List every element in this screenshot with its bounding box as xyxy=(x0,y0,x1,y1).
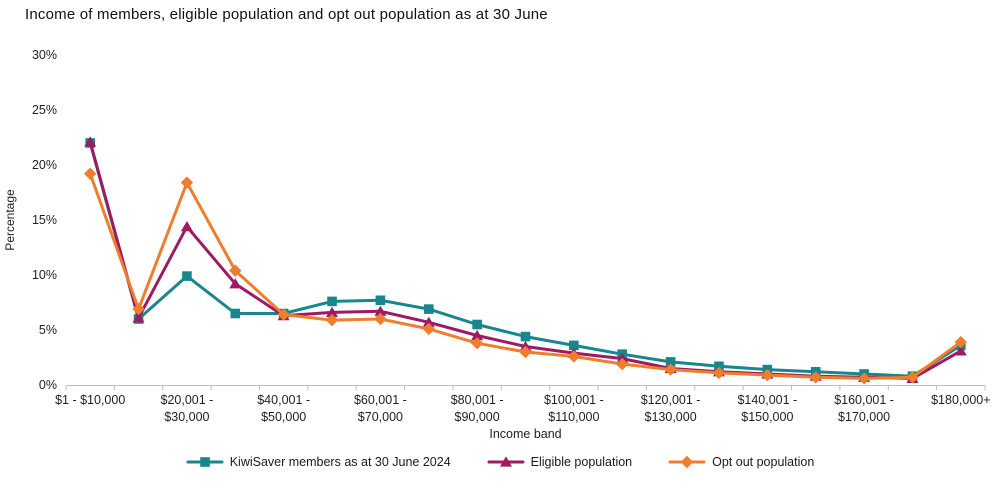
svg-text:$180,000+: $180,000+ xyxy=(931,393,991,407)
svg-text:0%: 0% xyxy=(38,378,57,392)
svg-text:$120,001 -$130,000: $120,001 -$130,000 xyxy=(640,393,701,424)
svg-text:$140,001 -$150,000: $140,001 -$150,000 xyxy=(737,393,798,424)
legend-line-diamond-icon xyxy=(668,455,706,469)
legend-label-opt-out-population: Opt out population xyxy=(712,455,815,469)
svg-text:10%: 10% xyxy=(31,268,57,282)
svg-text:30%: 30% xyxy=(31,48,57,62)
legend-label-eligible-population: Eligible population xyxy=(530,455,633,469)
svg-text:$80,001 -$90,000: $80,001 -$90,000 xyxy=(450,393,504,424)
chart-legend xyxy=(0,455,1000,469)
svg-text:Percentage: Percentage xyxy=(3,189,17,251)
legend-line-square-icon xyxy=(186,455,224,469)
svg-text:$1 - $10,000: $1 - $10,000 xyxy=(55,393,126,407)
svg-text:25%: 25% xyxy=(31,103,57,117)
legend-item-kiwisaver-members xyxy=(186,455,451,469)
series-diamond xyxy=(84,168,967,385)
legend-item-opt-out-population xyxy=(668,455,814,469)
svg-text:15%: 15% xyxy=(31,213,57,227)
chart-title: Income of members, eligible population and opt out population as at 30 June xyxy=(25,6,548,23)
legend-line-triangle-icon xyxy=(487,455,525,469)
svg-text:Income band: Income band xyxy=(489,427,562,441)
svg-text:$20,001 -$30,000: $20,001 -$30,000 xyxy=(160,393,214,424)
svg-text:$100,001 -$110,000: $100,001 -$110,000 xyxy=(543,393,604,424)
svg-text:20%: 20% xyxy=(31,158,57,172)
svg-text:$160,001 -$170,000: $160,001 -$170,000 xyxy=(834,393,894,424)
legend-label-kiwisaver-members: KiwiSaver members as at 30 June 2024 xyxy=(229,455,451,469)
legend-item-eligible-population xyxy=(487,455,632,469)
svg-text:$40,001 -$50,000: $40,001 -$50,000 xyxy=(257,393,311,424)
svg-text:5%: 5% xyxy=(38,323,57,337)
svg-text:$60,001 -$70,000: $60,001 -$70,000 xyxy=(353,393,407,424)
